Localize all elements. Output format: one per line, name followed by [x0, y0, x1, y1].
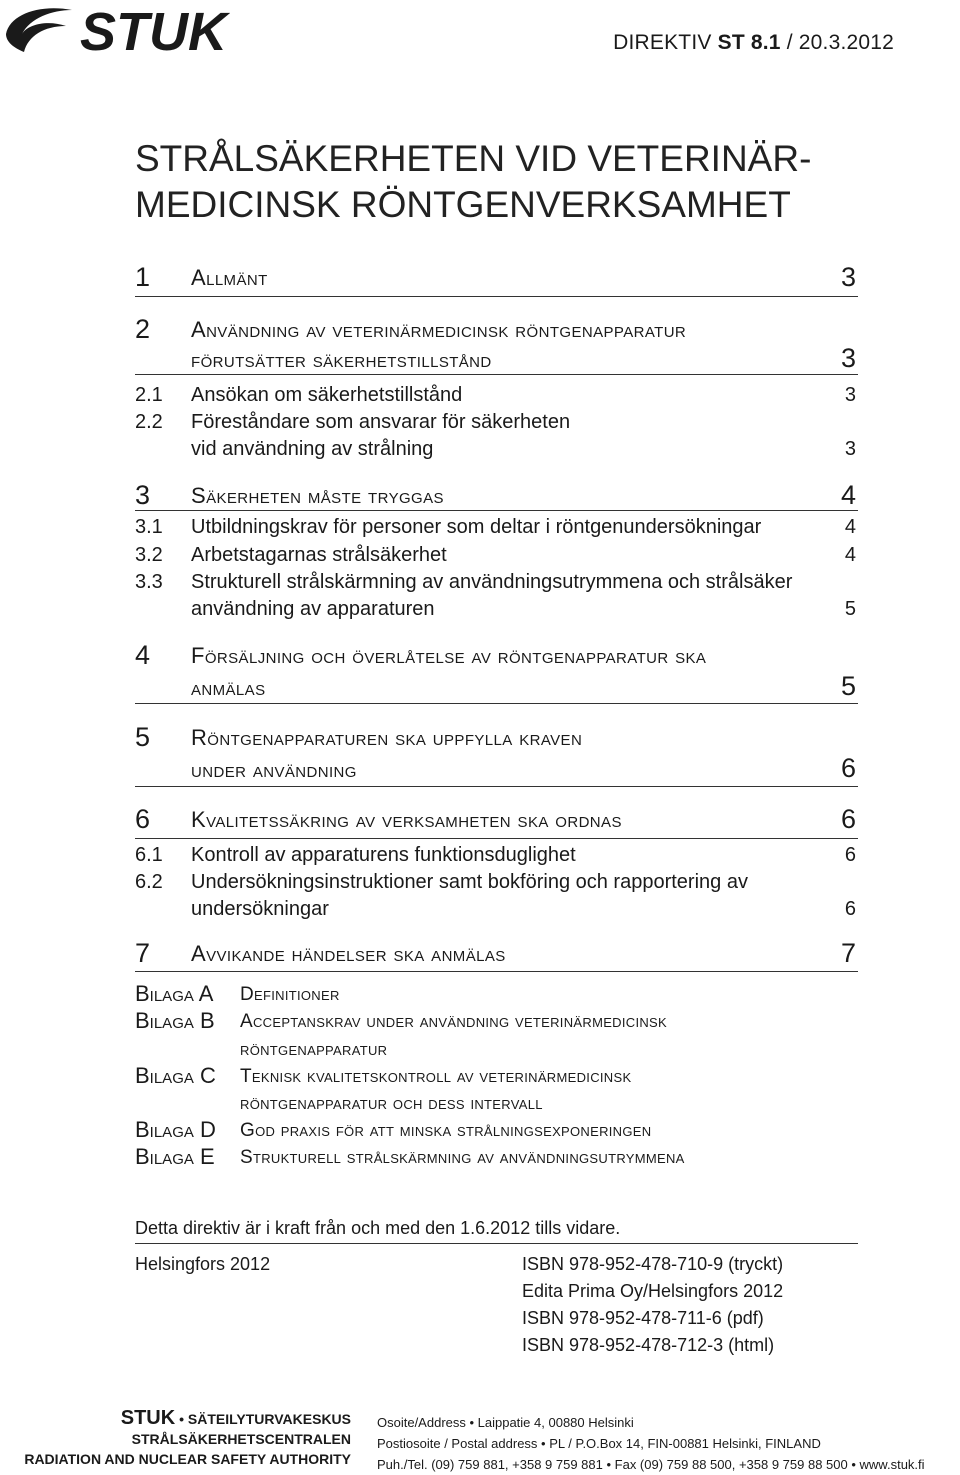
toc-section-4: 4 Försäljning och överlåtelse av röntgenapparatur ska anmälas 5 — [135, 640, 856, 701]
divider — [135, 1243, 858, 1244]
toc-section-5: 5 Röntgenapparaturen ska uppfylla kraven under användning 6 — [135, 722, 856, 783]
isbn-line: ISBN 978-952-478-711-6 (pdf) — [522, 1308, 764, 1328]
page-title: STRÅLSÄKERHETEN VID VETERINÄR- MEDICINSK RÖNTGENVERKSAMHET — [135, 138, 812, 225]
toc-section-7: 7 Avvikande händelser ska anmälas 7 — [135, 938, 856, 968]
appendix-a-text: Definitioner — [240, 984, 340, 1005]
divider — [135, 374, 858, 375]
place-year: Helsingfors 2012 — [135, 1254, 271, 1274]
appendix-b-text: Acceptanskrav under användning veterinärmedicinsk — [240, 1011, 668, 1032]
appendix-e-label: Bilaga E — [135, 1144, 215, 1169]
divider — [135, 786, 858, 787]
toc-section-3: 3 Säkerheten måste tryggas 4 — [135, 480, 856, 510]
toc-section-6: 6 Kvalitetssäkring av verksamheten ska ordnas 6 — [135, 804, 856, 834]
appendix-b-text-cont: röntgenapparatur — [240, 1039, 388, 1060]
appendix-c-label: Bilaga C — [135, 1063, 216, 1088]
validity-statement: Detta direktiv är i kraft från och med den 1.6.2012 tills vidare. — [135, 1218, 621, 1238]
divider — [135, 510, 858, 511]
appendix-c-text: Teknisk kvalitetskontroll av veterinärmedicinsk — [240, 1066, 632, 1087]
appendix-d-text: God praxis för att minska strålningsexponeringen — [240, 1120, 652, 1141]
isbn-line: ISBN 978-952-478-710-9 (tryckt) — [522, 1254, 784, 1274]
appendix-c-text-cont: röntgenapparatur och dess intervall — [240, 1093, 543, 1114]
isbn-block — [522, 1251, 783, 1359]
divider — [135, 971, 858, 972]
isbn-line: ISBN 978-952-478-712-3 (html) — [522, 1335, 775, 1355]
toc-section-6-2: 6.2 Undersökningsinstruktioner samt bokföring och rapportering av undersökningar 6 — [135, 871, 856, 920]
appendix-b-label: Bilaga B — [135, 1008, 215, 1033]
footer-address: Osoite/Address • Laippatie 4, 00880 Helsinki Postiosoite / Postal address • PL / P.O.Box 14, FIN-00881 Helsinki, FINLAND Puh./Tel. (09) 759 881, +358 9 759 881 • Fax (09) 759 88 500, +358 9 759 88 500 • www.stuk.fi — [377, 1415, 925, 1472]
stuk-logo — [0, 0, 230, 60]
toc-section-1: 1 Allmänt 3 — [135, 262, 856, 292]
isbn-line: Edita Prima Oy/Helsingfors 2012 — [522, 1281, 784, 1301]
appendix-d-label: Bilaga D — [135, 1117, 216, 1142]
toc-section-3-3: 3.3 Strukturell strålskärmning av användningsutrymmena och strålsäker användning av apparaturen 5 — [135, 571, 856, 620]
appendix-e-text: Strukturell strålskärmning av användningsutrymmena — [240, 1147, 685, 1168]
divider — [135, 838, 858, 839]
logo-text: STUK — [80, 2, 227, 60]
toc-section-2-2: 2.2 Föreståndare som ansvarar för säkerheten vid användning av strålning 3 — [135, 411, 856, 460]
toc-section-2: 2 Användning av veterinärmedicinsk röntgenapparatur förutsätter säkerhetstillstånd 3 — [135, 314, 856, 373]
appendix-a-label: Bilaga A — [135, 981, 214, 1006]
divider — [135, 296, 858, 297]
directive-label: DIREKTIV ST 8.1 / 20.3.2012 — [613, 31, 894, 54]
divider — [135, 703, 858, 704]
footer-org: STUK • SÄTEILYTURVAKESKUS STRÅLSÄKERHETSCENTRALEN RADIATION AND NUCLEAR SAFETY AUTHORITY — [24, 1407, 351, 1467]
footer-stuk: STUK — [120, 1407, 176, 1429]
